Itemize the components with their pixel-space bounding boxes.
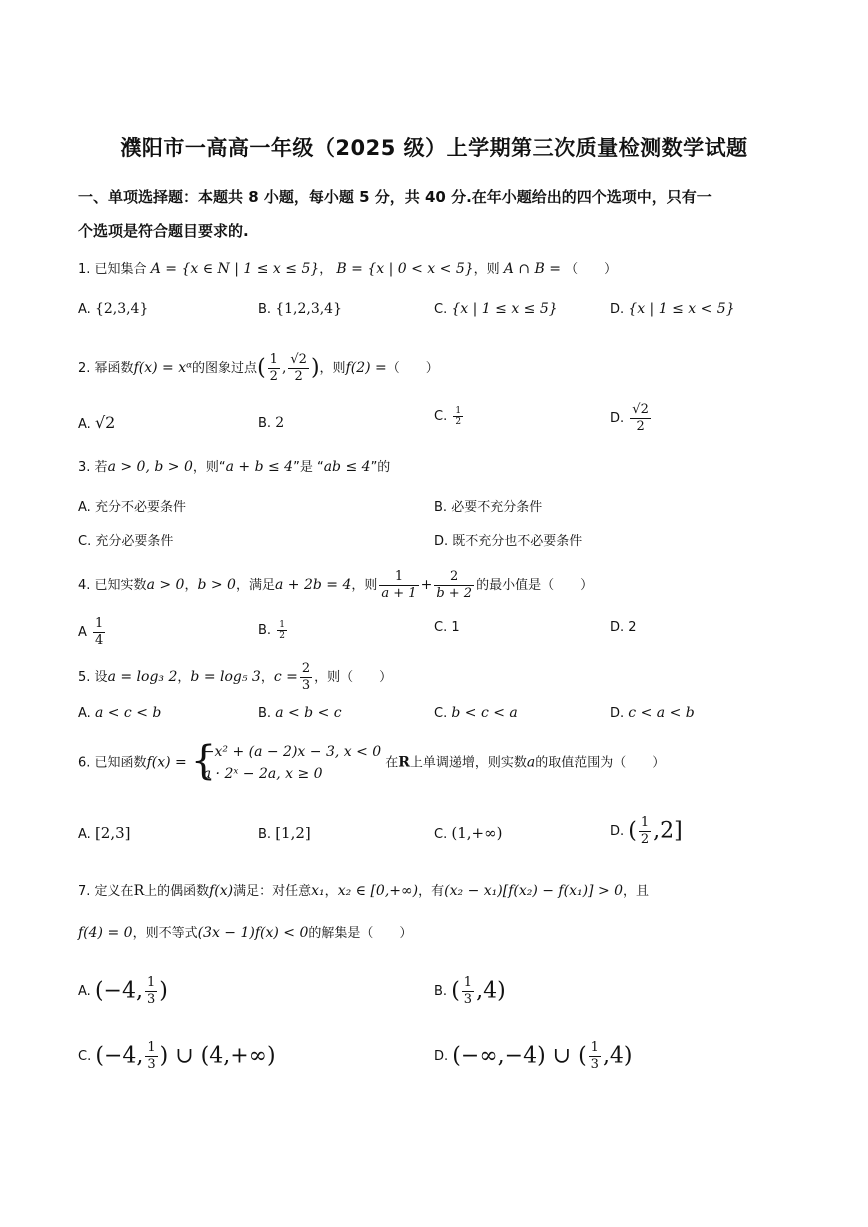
q-text: 已知集合 [94, 262, 147, 277]
math-expr: a + 2b = 4 [274, 577, 352, 593]
math-var: a [526, 754, 536, 771]
math-expr: a = log₃ 2 [107, 669, 178, 685]
option-c[interactable]: C. (−4, $\frac{1}{3}$ ) ∪ (4,+∞) [78, 1040, 276, 1072]
math-expr: c = [273, 669, 298, 685]
q-number: 3. [78, 460, 91, 475]
option-b[interactable]: B. 2 [258, 415, 285, 431]
math-expr: a + b ≤ 4 [225, 459, 294, 475]
section-heading-line1: 一、单项选择题：本题共 8 小题，每小题 5 分，共 40 分.在年小题给出的四个选项中，只有一 [78, 188, 712, 206]
option-d[interactable]: D. {x | 1 ≤ x < 5} [610, 301, 735, 317]
q-number: 4. [78, 578, 91, 593]
option-b[interactable]: B. a < b < c [258, 705, 342, 721]
q-text: 定义在 [94, 884, 134, 899]
answer-paren: （ ） [386, 361, 439, 376]
math-expr: f(x) [209, 883, 234, 899]
math-expr: a > 0, b > 0 [107, 459, 193, 475]
option-c[interactable]: C. {x | 1 ≤ x ≤ 5} [434, 301, 558, 317]
q-text: ，则不等式 [132, 926, 198, 941]
option-a[interactable]: A. (−4, $\frac{1}{3}$ ) [78, 975, 168, 1007]
option-b[interactable]: B. [1,2] [258, 824, 311, 842]
q-text: 设 [94, 670, 108, 685]
real-set: R [398, 754, 410, 771]
q-sep: ， [319, 262, 333, 277]
option-b[interactable]: B. ( $\frac{1}{3}$ ,4) [434, 975, 506, 1007]
math-expr: (x₂ − x₁)[f(x₂) − f(x₁)] > 0 [444, 883, 624, 899]
q-text: ， [177, 670, 191, 685]
intersection-expr: A ∩ B = [503, 261, 562, 277]
question-1 [78, 258, 790, 281]
page-title: 濮阳市一高高一年级（2025 级）上学期第三次质量检测数学试题 [120, 136, 748, 160]
q-text: ，且 [623, 884, 650, 899]
option-d[interactable]: D. (−∞,−4) ∪ ( $\frac{1}{3}$ ,4) [434, 1040, 633, 1072]
q-text: 满足：对任意 [233, 884, 312, 899]
set-b: B = {x | 0 < x < 5} [336, 261, 474, 277]
q-text: 在 [385, 755, 399, 771]
math-expr: x₁ [311, 883, 325, 899]
fraction: $\frac{√2}{2}$ [290, 352, 307, 384]
option-d[interactable]: D. 2 [610, 620, 637, 635]
option-b[interactable]: B. 必要不充分条件 [434, 500, 543, 515]
option-b[interactable]: B. {1,2,3,4} [258, 301, 342, 317]
comma: , [281, 360, 287, 376]
math-expr: (3x − 1)f(x) < 0 [197, 925, 309, 941]
option-d[interactable]: D. ( $\frac{1}{2}$ ,2] [610, 815, 683, 847]
paren-close: ) [310, 355, 320, 381]
q-text: ， [184, 578, 198, 593]
option-d[interactable]: D. 既不充分也不必要条件 [434, 534, 583, 549]
option-a[interactable]: A. √2 [78, 413, 116, 432]
plus-sign: + [420, 577, 433, 593]
q-text: 的最小值是（ ） [476, 578, 594, 593]
math-expr: a > 0 [146, 577, 185, 593]
option-c[interactable]: C. 1 [434, 620, 460, 635]
real-set: R [133, 883, 145, 899]
paren-open: ( [257, 355, 266, 381]
q-text: ，则 [319, 361, 346, 376]
q-text: 若 [94, 460, 108, 475]
fraction: $\frac{1}{a + 1}$ [381, 569, 417, 601]
q-text: 已知实数 [94, 578, 147, 593]
answer-paren: （ ） [565, 262, 618, 277]
f-of-2: f(2) = [345, 360, 387, 376]
q-text: 上的偶函数 [144, 884, 210, 899]
section-heading-line2: 个选项是符合题目要求的. [78, 222, 249, 240]
q-number: 7. [78, 884, 91, 899]
q-text: 已知函数 [94, 755, 147, 771]
q-number: 5. [78, 670, 91, 685]
q-number: 1. [78, 262, 91, 277]
q-text: ，则 [473, 262, 500, 277]
q-text: 的取值范围为（ ） [535, 755, 666, 771]
question-2 [78, 352, 790, 385]
fraction: $\frac{2}{3}$ [301, 661, 311, 693]
q-number: 6. [78, 755, 91, 771]
question-7 [78, 880, 790, 903]
option-d[interactable]: D. $\frac{√2}{2}$ [610, 402, 649, 434]
math-expr: x₂ ∈ [0,+∞) [337, 883, 419, 899]
piecewise-function: { −x² + (a − 2)x − 3, x < 0 a · 2ˣ − 2a, x ≥ 0 [190, 738, 382, 784]
q-text: ， [260, 670, 274, 685]
q-text: ，则 [351, 578, 378, 593]
set-a: A = {x ∈ N | 1 ≤ x ≤ 5} [150, 261, 320, 277]
q-text: ，有 [418, 884, 445, 899]
fraction: $\frac{2}{b + 2}$ [436, 569, 473, 601]
q-text: 幂函数 [94, 361, 134, 376]
math-expr: b = log₅ 3 [190, 669, 261, 685]
fraction: $\frac{1}{2}$ [269, 352, 278, 384]
option-c[interactable]: C. 充分必要条件 [78, 534, 174, 549]
question-4 [78, 569, 790, 602]
q-text: 上单调递增，则实数 [409, 755, 527, 771]
q-text: ”是 “ [293, 460, 324, 475]
q-sep: ， [324, 884, 338, 899]
option-a[interactable]: A. {2,3,4} [78, 301, 149, 317]
math-expr: f(4) = 0 [78, 925, 133, 941]
q-text: ，则（ ） [314, 670, 393, 685]
question-6 [78, 738, 790, 785]
option-a[interactable]: A. [2,3] [78, 824, 131, 842]
question-7-line2 [78, 922, 790, 945]
math-expr: b > 0 [197, 577, 236, 593]
option-a[interactable]: A. a < c < b [78, 705, 162, 721]
q-text: 的解集是（ ） [308, 926, 413, 941]
option-b[interactable]: B. $\frac{1}{2}$ [258, 620, 285, 641]
math-expr: f(x) = [146, 754, 187, 771]
question-3 [78, 456, 790, 479]
q-text: ，则“ [192, 460, 226, 475]
option-a[interactable]: A. 充分不必要条件 [78, 500, 186, 515]
option-c[interactable]: C. (1,+∞) [434, 824, 503, 842]
q-text: 的图象过点 [192, 361, 258, 376]
question-5 [78, 661, 790, 694]
power-function: f(x) = xᵅ [133, 360, 193, 376]
option-c[interactable]: C. b < c < a [434, 705, 518, 721]
option-d[interactable]: D. c < a < b [610, 705, 695, 721]
math-expr: ab ≤ 4 [323, 459, 371, 475]
q-text: ”的 [370, 460, 391, 475]
q-number: 2. [78, 361, 91, 376]
option-a[interactable]: A $\frac{1}{4}$ [78, 616, 104, 648]
q-text: ，满足 [235, 578, 275, 593]
option-c[interactable]: C. $\frac{1}{2}$ [434, 406, 462, 427]
